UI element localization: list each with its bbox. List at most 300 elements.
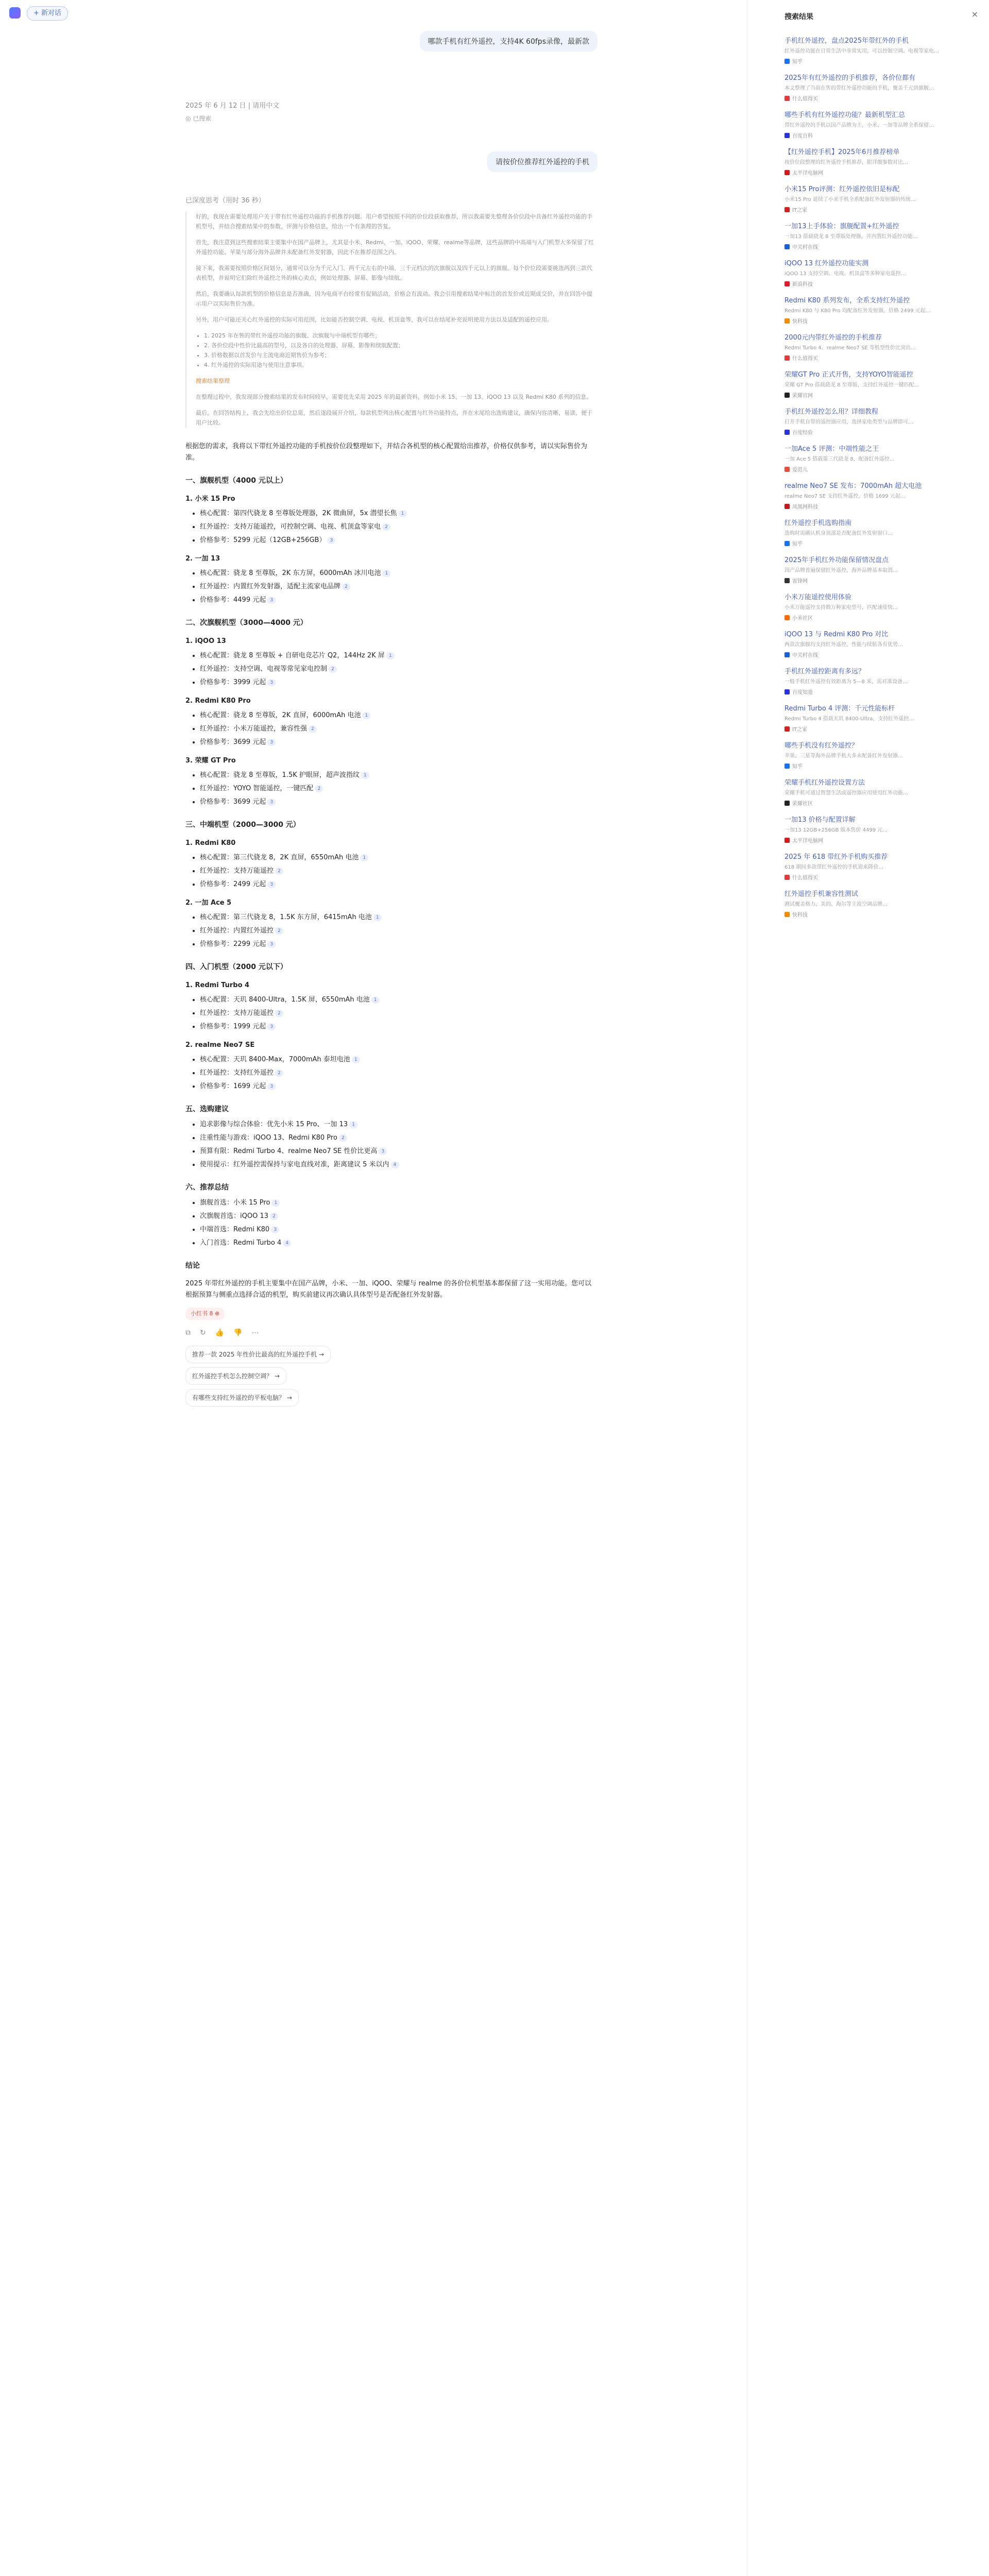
- spec-text: 预算有限：Redmi Turbo 4、realme Neo7 SE 性价比更高: [200, 1147, 378, 1155]
- search-result-snippet: Redmi K80 与 K80 Pro 均配备红外发射器，价格 2499 元起…: [785, 308, 931, 314]
- search-result-item[interactable]: [785, 147, 960, 176]
- spec-item: [200, 1067, 598, 1079]
- search-result-title[interactable]: iQOO 13 与 Redmi K80 Pro 对比: [785, 631, 889, 638]
- citation-ref[interactable]: 1: [361, 772, 369, 779]
- reasoning-paragraph: 然后，我要确认每款机型的价格信息是否准确，因为电商平台经常有促销活动，价格会有波动。我会引用搜索结果中标注的首发价或近期成交价，并在回答中提示用户以实际售价为准。: [196, 291, 592, 307]
- citation-ref[interactable]: 4: [283, 1240, 291, 1247]
- search-result-snippet: iQOO 13 支持空调、电视、机顶盒等多种家电遥控…: [785, 271, 906, 277]
- spec-item: [200, 939, 598, 950]
- search-result-snippet: 本文整理了当前在售的带红外遥控功能的手机，覆盖千元到旗舰…: [785, 86, 934, 91]
- spec-item: [200, 770, 598, 781]
- search-result-item[interactable]: [785, 741, 960, 770]
- spec-text: 价格参考：1999 元起: [200, 1023, 266, 1030]
- source-name: IT之家: [792, 208, 808, 213]
- search-result-snippet: 荣耀手机可通过智慧生活或遥控器应用使用红外功能…: [785, 790, 908, 796]
- search-result-title[interactable]: 一加13上手体验：旗舰配置+红外遥控: [785, 223, 899, 230]
- source-name: 荣耀官网: [792, 393, 813, 399]
- citation-ref[interactable]: 3: [267, 799, 276, 806]
- spec-text: 价格参考：4499 元起: [200, 596, 266, 604]
- search-result-item[interactable]: [785, 73, 960, 102]
- spec-item: [200, 1054, 598, 1065]
- spec-text: 价格参考：1699 元起: [200, 1082, 266, 1090]
- suggested-question[interactable]: 推荐一款 2025 年性价比最高的红外遥控手机 →: [185, 1346, 331, 1363]
- spec-item: [200, 783, 598, 794]
- search-result-title[interactable]: 2000元内带红外遥控的手机推荐: [785, 334, 882, 342]
- answer-intro: 根据您的需求，我将以下带红外遥控功能的手机按价位段整理如下，并结合各机型的核心配置给出推荐，价格仅供参考，请以实际售价为准。: [185, 443, 588, 462]
- spec-text: 价格参考：5299 元起（12GB+256GB）: [200, 536, 326, 544]
- search-result-source: [785, 873, 960, 881]
- search-result-snippet: 测试覆盖格力、美的、海尔等主流空调品牌…: [785, 902, 888, 907]
- phone-model-name: 1. iQOO 13: [185, 637, 226, 645]
- source-name: 知乎: [792, 59, 803, 65]
- citation-ref[interactable]: 1: [360, 854, 368, 861]
- search-result-item[interactable]: [785, 667, 960, 696]
- source-favicon-icon: [785, 467, 790, 472]
- source-favicon-icon: [785, 59, 790, 64]
- source-favicon-icon: [785, 504, 790, 509]
- citation-ref[interactable]: 1: [271, 1199, 280, 1207]
- citation-ref[interactable]: 3: [267, 679, 276, 686]
- section-heading: 五、选购建议: [185, 1105, 229, 1113]
- source-name: 新浪科技: [792, 282, 813, 287]
- search-result-title[interactable]: 小米万能遥控使用体验: [785, 594, 852, 601]
- answer-body: [185, 441, 598, 1406]
- search-results-panel: [747, 0, 989, 2576]
- phone-model-name: 2. 一加 13: [185, 555, 220, 563]
- reasoning-list-item: • 2. 各价位段中性价比最高的型号，以及各自的处理器、屏幕、影像和续航配置；: [204, 341, 598, 350]
- source-name: 百度经验: [792, 430, 813, 436]
- reasoning-list: [196, 331, 598, 370]
- search-result-snippet: 国产品牌普遍保留红外遥控，海外品牌基本取消…: [785, 568, 898, 573]
- source-name: 荣耀社区: [792, 801, 813, 807]
- search-result-title[interactable]: 【红外遥控手机】2025年6月推荐榜单: [785, 148, 900, 156]
- search-result-item[interactable]: [785, 333, 960, 362]
- message-action-icon[interactable]: 👍: [215, 1329, 225, 1337]
- search-result-snippet: 一加13 12GB+256GB 版本售价 4499 元…: [785, 827, 888, 833]
- search-result-source: [785, 428, 960, 436]
- search-result-item[interactable]: [785, 184, 960, 213]
- reasoning-list-item: • 1. 2025 年在售的带红外遥控功能的旗舰、次旗舰与中端机型有哪些；: [204, 331, 598, 341]
- reasoning-paragraph: 另外，用户可能还关心红外遥控的实际可用范围，比如能否控制空调、电视、机顶盒等，我可以在结尾补充说明使用方法以及适配的遥控应用。: [196, 316, 553, 323]
- citation-ref[interactable]: 2: [275, 927, 283, 935]
- spec-item: [200, 581, 598, 592]
- search-result-title[interactable]: 红外遥控手机选购指南: [785, 519, 852, 527]
- spec-item: [200, 866, 598, 877]
- citation-ref[interactable]: 3: [267, 1083, 276, 1090]
- phone-model-name: 1. Redmi K80: [185, 839, 236, 847]
- spec-text: 核心配置：第三代骁龙 8，2K 直屏，6550mAh 电池: [200, 854, 359, 861]
- search-result-item[interactable]: [785, 518, 960, 547]
- search-result-item[interactable]: [785, 370, 960, 399]
- citation-ref[interactable]: 1: [362, 712, 370, 719]
- search-result-title[interactable]: 手机红外遥控，盘点2025年带红外的手机: [785, 37, 909, 45]
- search-result-source: [785, 651, 960, 658]
- spec-list: [185, 770, 598, 808]
- search-result-source: [785, 317, 960, 325]
- search-result-item[interactable]: [785, 555, 960, 584]
- search-result-item[interactable]: [785, 889, 960, 918]
- source-name: 爱范儿: [792, 467, 808, 473]
- spec-text: 旗舰首选：小米 15 Pro: [200, 1199, 270, 1207]
- result-list: [785, 36, 960, 926]
- spec-item: [200, 994, 598, 1006]
- spec-list: [185, 994, 598, 1032]
- top-bar: [0, 0, 747, 27]
- spec-text: 核心配置：第四代骁龙 8 至尊版处理器，2K 微曲屏，5x 潜望长焦: [200, 510, 397, 517]
- source-name: 什么值得买: [792, 875, 818, 881]
- reasoning-paragraph: 首先，我注意到这些搜索结果主要集中在国产品牌上，尤其是小米、Redmi、一加、iQOO、荣耀、realme等品牌，这些品牌的中高端与入门机型大多保留了红外遥控功能。苹果与部分海外品牌并未配备红外发射器，因此不在推荐范围之内。: [196, 239, 594, 256]
- spec-item: [200, 1021, 598, 1032]
- search-result-title[interactable]: realme Neo7 SE 发布：7000mAh 超大电池: [785, 482, 922, 490]
- reasoning-paragraph: 在整理过程中，我发现部分搜索结果的发布时间较早，需要优先采用 2025 年的最新资料，例如小米 15、一加 13、iQOO 13 以及 Redmi K80 系列的信息。: [196, 394, 592, 400]
- search-result-title[interactable]: 手机红外遥控距离有多远？: [785, 668, 865, 675]
- section-heading: 三、中端机型（2000—3000 元）: [185, 821, 300, 829]
- source-favicon-icon: [785, 355, 790, 361]
- search-result-item[interactable]: [785, 222, 960, 250]
- spec-list: [185, 650, 598, 688]
- suggestions: [185, 1346, 598, 1406]
- message-actions: [185, 1327, 598, 1338]
- search-result-item[interactable]: [785, 110, 960, 139]
- citation-ref[interactable]: 1: [382, 570, 390, 577]
- spec-text: 核心配置：骁龙 8 至尊版，1.5K 护眼屏，超声波指纹: [200, 771, 360, 779]
- source-favicon-icon: [785, 726, 790, 732]
- search-result-source: [785, 910, 960, 918]
- citation-ref[interactable]: 3: [267, 1023, 276, 1030]
- spec-list: [185, 508, 598, 546]
- citation-ref[interactable]: 2: [309, 725, 317, 733]
- spec-item: [200, 1197, 598, 1209]
- spec-list: [185, 912, 598, 950]
- search-result-snippet: 红外遥控功能在日常生活中非常实用，可以控制空调、电视等家电…: [785, 48, 939, 54]
- spec-item: [200, 1146, 598, 1157]
- search-result-title[interactable]: 哪些手机没有红外遥控？: [785, 742, 859, 750]
- section-heading: 二、次旗舰机型（3000—4000 元）: [185, 619, 308, 627]
- search-result-snippet: 荣耀 GT Pro 搭载骁龙 8 至尊版，支持红外遥控一键匹配…: [785, 382, 919, 388]
- spec-text: 核心配置：骁龙 8 至尊版 + 自研电竞芯片 Q2，144Hz 2K 屏: [200, 652, 385, 659]
- search-result-title[interactable]: 一加13 价格与配置详解: [785, 816, 856, 824]
- search-result-snippet: 小米15 Pro 延续了小米手机全系配备红外发射器的传统…: [785, 197, 916, 202]
- search-result-source: [785, 94, 960, 102]
- spec-item: [200, 595, 598, 606]
- reasoning-paragraph: 接下来，我需要按照价格区间划分，通常可以分为千元入门、两千元左右的中端、三千元档次的次旗舰以及四千元以上的旗舰。每个价位段需要挑选两到三款代表机型，并说明它们除红外遥控之外的核心卖点，例如处理器、屏幕、影像与续航。: [196, 265, 592, 281]
- search-result-item[interactable]: [785, 592, 960, 621]
- search-result-item[interactable]: [785, 444, 960, 473]
- search-result-snippet: 按价位段整理的红外遥控手机推荐，附详细参数对比…: [785, 160, 908, 165]
- source-favicon-icon: [785, 764, 790, 769]
- search-result-source: [785, 465, 960, 473]
- reasoning-list-item: • 3. 价格数据以首发价与主流电商近期售价为参考；: [204, 350, 598, 360]
- search-result-item[interactable]: [785, 36, 960, 65]
- search-result-snippet: 一般手机红外遥控有效距离为 5—8 米，需对准设备…: [785, 679, 908, 685]
- search-result-item[interactable]: [785, 481, 960, 510]
- search-result-item[interactable]: [785, 630, 960, 658]
- message-action-icon[interactable]: 👎: [233, 1329, 243, 1337]
- source-name: 百度百科: [792, 133, 813, 139]
- citation-ref[interactable]: 2: [339, 1134, 347, 1142]
- source-favicon-icon: [785, 244, 790, 249]
- spec-item: [200, 879, 598, 890]
- spec-text: 价格参考：3699 元起: [200, 738, 266, 746]
- spec-text: 核心配置：天玑 8400-Max，7000mAh 泰坦电池: [200, 1056, 350, 1063]
- search-result-title[interactable]: Redmi Turbo 4 评测：千元性能标杆: [785, 705, 895, 713]
- source-name: 知乎: [792, 764, 803, 770]
- source-badge[interactable]: 小红书 8 ⊕: [185, 1308, 225, 1320]
- citation-ref[interactable]: 3: [267, 739, 276, 746]
- spec-item: [200, 852, 598, 863]
- spec-list: [185, 1119, 598, 1171]
- search-result-item[interactable]: [785, 778, 960, 807]
- search-result-source: [785, 243, 960, 250]
- search-result-source: [785, 354, 960, 362]
- source-favicon-icon: [785, 96, 790, 101]
- citation-ref[interactable]: 2: [342, 583, 350, 590]
- spec-item: [200, 1119, 598, 1130]
- spec-item: [200, 796, 598, 808]
- search-result-snippet: 选购时需确认机身顶部是否配备红外发射窗口…: [785, 531, 893, 536]
- suggested-question[interactable]: 有哪些支持红外遥控的平板电脑？ →: [185, 1389, 299, 1406]
- citation-ref[interactable]: 3: [267, 881, 276, 888]
- spec-text: 次旗舰首选：iQOO 13: [200, 1212, 268, 1220]
- source-name: 百度知道: [792, 690, 813, 696]
- spec-list: [185, 1054, 598, 1092]
- close-icon[interactable]: ×: [971, 9, 978, 19]
- citation-ref[interactable]: 2: [329, 666, 337, 673]
- spec-item: [200, 737, 598, 748]
- source-name: 雷锋网: [792, 579, 808, 584]
- spec-item: [200, 1159, 598, 1171]
- spec-text: 中端首选：Redmi K80: [200, 1226, 270, 1233]
- spec-text: 入门首选：Redmi Turbo 4: [200, 1239, 282, 1247]
- source-name: 中关村在线: [792, 245, 818, 250]
- citation-ref[interactable]: 4: [391, 1161, 399, 1168]
- reasoning-tag: 搜索结果整理: [196, 378, 230, 384]
- spec-text: 核心配置：骁龙 8 至尊版，2K 直屏，6000mAh 电池: [200, 711, 361, 719]
- search-result-item[interactable]: [785, 259, 960, 287]
- search-result-title[interactable]: 2025年有红外遥控的手机推荐，各价位都有: [785, 74, 916, 82]
- citation-ref[interactable]: 1: [386, 652, 395, 659]
- search-result-title[interactable]: 手机红外遥控怎么用？详细教程: [785, 408, 879, 416]
- spec-text: 红外遥控：支持红外遥控: [200, 1069, 274, 1077]
- conclusion-text: 2025 年带红外遥控的手机主要集中在国产品牌，小米、一加、iQOO、荣耀与 realme 的各价位机型基本都保留了这一实用功能。您可以根据预算与侧重点选择合适的机型，购买前建议再次确认具体型号是否配备红外发射器。: [185, 1280, 592, 1299]
- search-result-item[interactable]: [785, 407, 960, 436]
- spec-item: [200, 912, 598, 923]
- search-result-snippet: Redmi Turbo 4 搭载天玑 8400-Ultra，支持红外遥控…: [785, 716, 914, 722]
- search-result-source: [785, 799, 960, 807]
- citation-ref[interactable]: 1: [371, 996, 380, 1004]
- search-result-source: [785, 168, 960, 176]
- spec-text: 核心配置：骁龙 8 至尊版，2K 东方屏，6000mAh 冰川电池: [200, 569, 381, 577]
- source-name: 小米社区: [792, 616, 813, 621]
- search-result-source: [785, 725, 960, 733]
- source-name: 凤凰网科技: [792, 504, 818, 510]
- search-result-source: [785, 762, 960, 770]
- source-favicon-icon: [785, 838, 790, 843]
- spec-item: [200, 925, 598, 937]
- source-favicon-icon: [785, 393, 790, 398]
- citation-ref[interactable]: 3: [271, 1226, 279, 1233]
- citation-ref[interactable]: 3: [379, 1148, 387, 1155]
- search-result-snippet: Redmi Turbo 4、realme Neo7 SE 等机型性价比突出…: [785, 345, 916, 351]
- section-heading: 六、推荐总结: [185, 1183, 229, 1192]
- reasoning-list-item: • 4. 红外遥控的实际用途与使用注意事项。: [204, 360, 598, 370]
- spec-item: [200, 521, 598, 533]
- search-result-item[interactable]: [785, 815, 960, 844]
- search-result-source: [785, 391, 960, 399]
- spec-text: 红外遥控：支持空调、电视等常见家电控制: [200, 665, 328, 673]
- search-result-snippet: realme Neo7 SE 支持红外遥控，价格 1699 元起…: [785, 494, 906, 499]
- source-name: 快科技: [792, 912, 808, 918]
- search-result-source: [785, 688, 960, 696]
- conclusion-title: 结论: [185, 1262, 200, 1270]
- search-result-source: [785, 131, 960, 139]
- spec-text: 红外遥控：支持万能遥控: [200, 867, 274, 875]
- spec-item: [200, 1008, 598, 1019]
- source-name: 知乎: [792, 541, 803, 547]
- phone-model-name: 1. Redmi Turbo 4: [185, 981, 250, 989]
- reasoning-paragraph: 最后，在回答结构上，我会先给出价位总览，然后逐段展开介绍，每款机型列出核心配置与红外功能特点，并在末尾给出选购建议，确保内容清晰、易读、便于用户比较。: [196, 410, 592, 426]
- message-action-icon[interactable]: ⋯: [251, 1329, 259, 1337]
- search-result-source: [785, 502, 960, 510]
- spec-text: 使用提示：红外遥控需保持与家电直线对准，距离建议 5 米以内: [200, 1161, 389, 1168]
- citation-ref[interactable]: 1: [349, 1121, 357, 1128]
- spec-text: 追求影像与综合体验：优先小米 15 Pro、一加 13: [200, 1121, 348, 1128]
- source-favicon-icon: [785, 801, 790, 806]
- source-favicon-icon: [785, 652, 790, 657]
- citation-ref[interactable]: 3: [267, 597, 276, 604]
- chat-thread: [185, 31, 598, 1406]
- search-result-source: [785, 836, 960, 844]
- citation-ref[interactable]: 2: [270, 1213, 278, 1220]
- spec-text: 红外遥控：内置红外发射器，适配主流家电品牌: [200, 583, 341, 590]
- search-result-snippet: 带红外遥控的手机以国产品牌为主，小米、一加等品牌全系保留…: [785, 123, 934, 128]
- suggested-question[interactable]: 红外遥控手机怎么控制空调？ →: [185, 1367, 286, 1385]
- search-result-title[interactable]: 哪些手机有红外遥控功能？最新机型汇总: [785, 111, 906, 119]
- spec-item: [200, 1211, 598, 1222]
- spec-item: [200, 508, 598, 519]
- spec-text: 红外遥控：YOYO 智能遥控，一键匹配: [200, 785, 314, 792]
- phone-model-name: 2. 一加 Ace 5: [185, 899, 232, 907]
- app-logo-icon[interactable]: [9, 7, 21, 19]
- source-favicon-icon: [785, 875, 790, 880]
- spec-item: [200, 723, 598, 735]
- citation-ref[interactable]: 3: [267, 941, 276, 948]
- spec-item: [200, 1224, 598, 1235]
- spec-item: [200, 677, 598, 688]
- phone-model-name: 3. 荣耀 GT Pro: [185, 757, 236, 765]
- search-result-snippet: 一加 Ace 5 搭载第三代骁龙 8，配备红外遥控…: [785, 456, 895, 462]
- message-action-icon[interactable]: ⧉: [185, 1329, 191, 1337]
- search-status: ◎ 已搜索: [185, 115, 212, 122]
- citation-ref[interactable]: 1: [373, 914, 382, 921]
- spec-text: 核心配置：天玑 8400-Ultra，1.5K 屏，6550mAh 电池: [200, 996, 370, 1004]
- search-result-snippet: 打开手机自带的遥控器应用，选择家电类型与品牌即可…: [785, 419, 913, 425]
- spec-text: 价格参考：3699 元起: [200, 798, 266, 806]
- source-favicon-icon: [785, 541, 790, 546]
- section-heading: 四、入门机型（2000 元以下）: [185, 963, 287, 971]
- reasoning-block: [185, 212, 598, 428]
- spec-text: 价格参考：2499 元起: [200, 880, 266, 888]
- spec-text: 红外遥控：小米万能遥控，兼容性强: [200, 725, 308, 733]
- search-result-title[interactable]: 2025年手机红外功能保留情况盘点: [785, 556, 889, 564]
- search-result-item[interactable]: [785, 296, 960, 325]
- search-result-title[interactable]: 红外遥控手机兼容性测试: [785, 890, 859, 898]
- source-favicon-icon: [785, 133, 790, 138]
- spec-list: [185, 852, 598, 890]
- search-result-item[interactable]: [785, 852, 960, 881]
- source-favicon-icon: [785, 207, 790, 212]
- spec-list: [185, 1197, 598, 1249]
- search-result-title[interactable]: iQOO 13 红外遥控功能实测: [785, 260, 869, 267]
- spec-text: 红外遥控：支持万能遥控，可控制空调、电视、机顶盒等家电: [200, 523, 381, 531]
- user-question-2: 请按价位推荐红外遥控的手机: [487, 151, 598, 172]
- citation-ref[interactable]: 2: [275, 1070, 283, 1077]
- citation-ref[interactable]: 2: [382, 523, 390, 531]
- search-result-snippet: 一加13 搭载骁龙 8 至尊版处理器，并内置红外遥控功能…: [785, 234, 918, 240]
- source-name: 什么值得买: [792, 96, 818, 102]
- phone-model-name: 2. realme Neo7 SE: [185, 1041, 255, 1049]
- citation-ref[interactable]: 2: [275, 868, 283, 875]
- search-result-title[interactable]: 荣耀GT Pro 正式开售，支持YOYO智能遥控: [785, 371, 913, 379]
- search-result-title[interactable]: Redmi K80 系列发布，全系支持红外遥控: [785, 297, 910, 304]
- source-name: IT之家: [792, 727, 808, 733]
- spec-item: [200, 1132, 598, 1144]
- spec-text: 价格参考：3999 元起: [200, 679, 266, 686]
- spec-text: 核心配置：第三代骁龙 8，1.5K 东方屏，6415mAh 电池: [200, 913, 372, 921]
- citation-ref[interactable]: 2: [275, 1010, 283, 1017]
- source-favicon-icon: [785, 170, 790, 175]
- citation-ref[interactable]: 1: [399, 510, 407, 517]
- spec-item: [200, 535, 598, 546]
- spec-text: 红外遥控：内置红外遥控: [200, 927, 274, 935]
- section-heading: 一、旗舰机型（4000 元以上）: [185, 477, 287, 485]
- search-result-source: [785, 539, 960, 547]
- spec-item: [200, 1081, 598, 1092]
- spec-item: [200, 710, 598, 721]
- phone-model-name: 2. Redmi K80 Pro: [185, 697, 251, 705]
- spec-list: [185, 710, 598, 748]
- search-result-title[interactable]: 荣耀手机红外遥控设置方法: [785, 779, 865, 787]
- search-result-source: [785, 57, 960, 65]
- spec-list: [185, 568, 598, 606]
- source-favicon-icon: [785, 281, 790, 286]
- search-result-snippet: 618 期间多款带红外遥控的手机迎来降价…: [785, 865, 884, 870]
- search-result-source: [785, 577, 960, 584]
- source-name: 中关村在线: [792, 653, 818, 658]
- spec-text: 价格参考：2299 元起: [200, 940, 266, 948]
- source-favicon-icon: [785, 430, 790, 435]
- citation-ref[interactable]: 3: [327, 537, 335, 544]
- source-favicon-icon: [785, 318, 790, 324]
- source-name: 什么值得买: [792, 356, 818, 362]
- citation-ref[interactable]: 1: [352, 1056, 360, 1063]
- source-favicon-icon: [785, 578, 790, 583]
- search-result-title[interactable]: 一加Ace 5 评测：中端性能之王: [785, 445, 879, 453]
- search-result-snippet: 两款次旗舰均支持红外遥控，性能与续航各有优势…: [785, 642, 903, 648]
- spec-text: 注重性能与游戏：iQOO 13、Redmi K80 Pro: [200, 1134, 337, 1142]
- spec-item: [200, 1238, 598, 1249]
- search-result-title[interactable]: 小米15 Pro评测：红外遥控依旧是标配: [785, 185, 900, 193]
- think-label[interactable]: 已深度思考（用时 36 秒）: [185, 197, 265, 205]
- search-result-title[interactable]: 2025 年 618 带红外手机购买推荐: [785, 853, 888, 861]
- source-favicon-icon: [785, 689, 790, 694]
- spec-item: [200, 650, 598, 662]
- search-result-item[interactable]: [785, 704, 960, 733]
- new-chat-button[interactable]: + 新对话: [27, 6, 68, 21]
- source-name: 太平洋电脑网: [792, 838, 823, 844]
- citation-ref[interactable]: 2: [315, 785, 323, 792]
- message-action-icon[interactable]: ↻: [200, 1329, 206, 1337]
